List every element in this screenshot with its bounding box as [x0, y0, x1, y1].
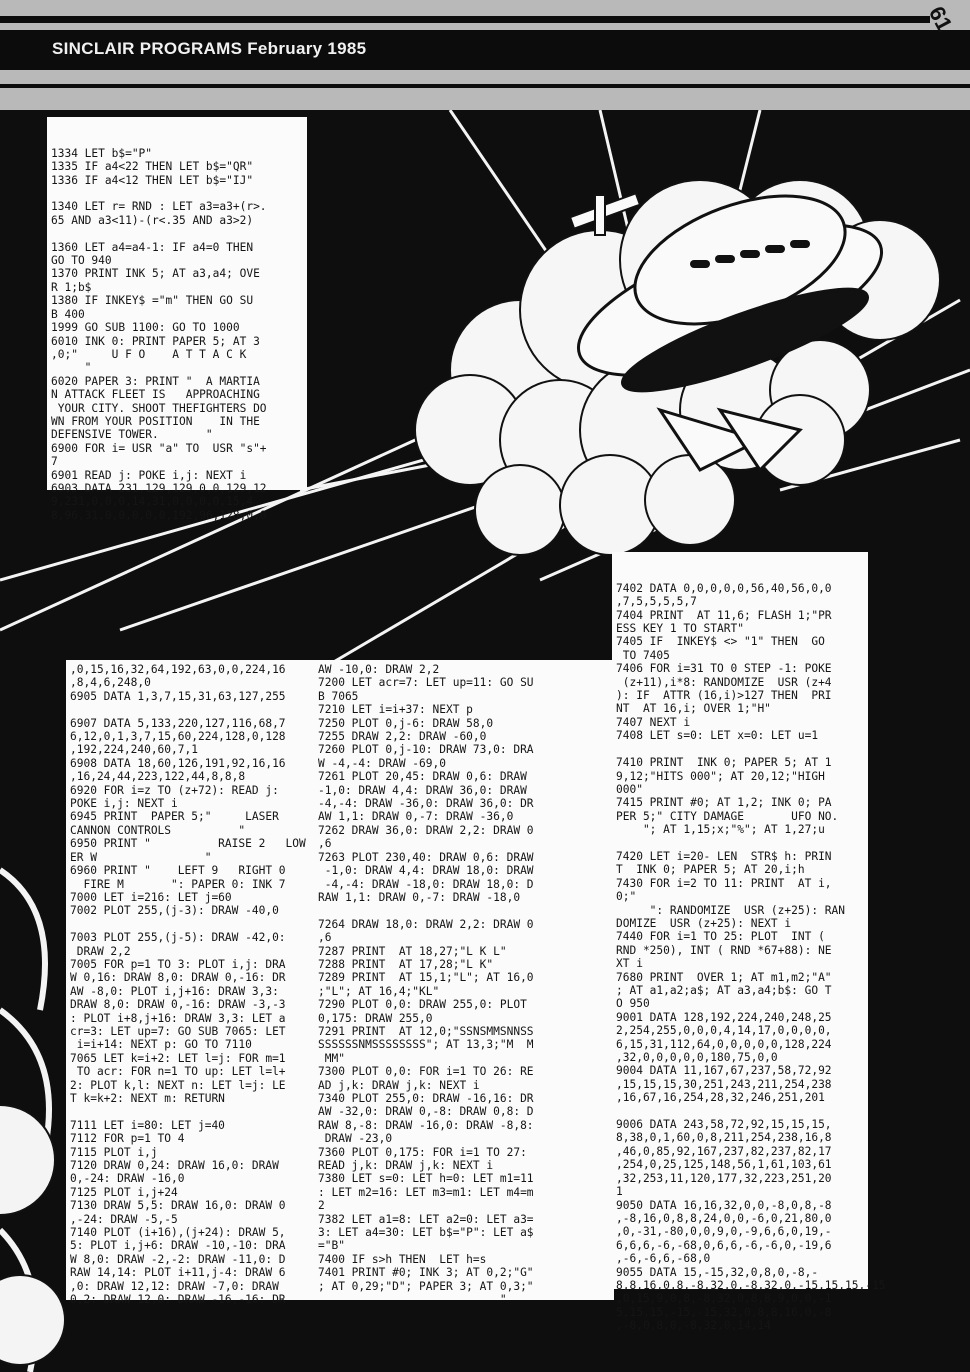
- code-line: ; AT a1,a2;a$; AT a3,a4;b$: GO T: [616, 984, 832, 997]
- code-line: 7406 FOR i=31 TO 0 STEP -1: POKE: [616, 662, 832, 676]
- code-line: 9001 DATA 128,192,224,240,248,25: [616, 1010, 832, 1024]
- code-line: 7065 LET k=i+2: LET l=j: FOR m=1: [70, 1051, 286, 1065]
- code-line: 3: LET a4=30: LET b$="P": LET a$: [318, 1226, 534, 1240]
- code-line: RAW 1,1: DRAW 0,-7: DRAW -18,0: [318, 890, 521, 904]
- code-line: PER 5;" CITY DAMAGE UFO NO.: [616, 809, 839, 823]
- code-line: SSSSSSNMSSSSSSSS"; AT 13,3;"M M: [318, 1038, 534, 1052]
- code-line: cr=3: LET up=7: GO SUB 7065: LET: [70, 1024, 286, 1038]
- code-line: B 400: [51, 307, 85, 321]
- code-line: [616, 743, 864, 756]
- code-line: 6901 READ j: POKE i,j: NEXT i: [51, 468, 247, 482]
- code-line: DRAW 2,2: [70, 944, 131, 958]
- code-line: R 1;b$: [51, 280, 92, 294]
- code-line: 000": [616, 782, 643, 796]
- listing-right: [612, 552, 886, 1333]
- code-line: 7290 PLOT 0,0: DRAW 255,0: PLOT: [318, 998, 527, 1012]
- code-line: 1334 LET b$="P": [51, 146, 153, 160]
- code-line: i=i+14: NEXT p: GO TO 7110: [70, 1038, 252, 1052]
- code-line: ,0,15,16,32,64,192,63,0,0,224,16: [70, 663, 286, 676]
- code-line: WN FROM YOUR POSITION IN THE: [51, 414, 260, 428]
- code-line: ,254,0,25,125,148,56,1,61,103,61: [616, 1158, 832, 1172]
- code-line: 0,-24: DRAW -16,0: [70, 1172, 185, 1186]
- code-line: : PLOT i+8,j+16: DRAW 3,3: LET a: [70, 1011, 286, 1025]
- header-stripe-lower: [0, 84, 970, 88]
- code-line: ,0: DRAW 12,12: DRAW -7,0: DRAW: [70, 1279, 279, 1293]
- code-line: 7380 LET s=0: LET h=0: LET m1=11: [318, 1172, 534, 1186]
- code-line: ;"L"; AT 16,4;"KL": [318, 984, 440, 998]
- code-line: ": RANDOMIZE USR (z+25): RAN: [616, 903, 846, 917]
- code-line: POKE i,j: NEXT i: [70, 797, 178, 811]
- code-line: ,-6,-6,6,-68,0: [616, 1252, 711, 1266]
- code-line: ,6: [318, 837, 332, 851]
- code-line: 0,2: DRAW 12,0: DRAW -16,-16: DR: [70, 1293, 286, 1307]
- code-line: ="B": [318, 1239, 345, 1253]
- code-line: W 0,16: DRAW 8,0: DRAW 0,-16: DR: [70, 971, 286, 985]
- code-line: 7261 PLOT 20,45: DRAW 0,6: DRAW: [318, 770, 527, 784]
- code-line: 9055 DATA 15,-15,32,0,8,0,-8,-: [616, 1265, 819, 1279]
- code-line: ; AT 0,29;"D"; PAPER 3; AT 0,3;": [318, 1279, 534, 1293]
- code-line: 7415 PRINT #0; AT 1,2; INK 0; PA: [616, 796, 832, 810]
- code-line: ,6: [318, 931, 332, 945]
- code-line: ,46,0,85,92,167,237,82,237,82,17: [616, 1144, 832, 1158]
- code-line: 1340 LET r= RND : LET a3=a3+(r>.: [51, 200, 267, 214]
- code-line: CANNON CONTROLS ": [70, 823, 246, 837]
- code-line: ,8,4,6,248,0: [70, 676, 151, 690]
- code-line: NT AT 16,i; OVER 1;"H": [616, 702, 771, 716]
- code-line: ,192,224,240,60,7,1: [70, 743, 198, 757]
- code-line: AW 1,1: DRAW 0,-7: DRAW -36,0: [318, 810, 514, 824]
- code-line: 9050 DATA 16,16,32,0,0,-8,0,8,-8: [616, 1198, 832, 1212]
- code-line: 7430 FOR i=2 TO 11: PRINT AT i,: [616, 876, 832, 890]
- code-line: ,32,253,11,120,177,32,223,251,20: [616, 1171, 832, 1185]
- code-line: 2,254,255,0,0,0,4,14,17,0,0,0,0,: [616, 1024, 832, 1038]
- code-line: -4,-4: DRAW -18,0: DRAW 18,0: D: [318, 877, 534, 891]
- code-line: ,-8,16,0,8,8,24,0,0,-6,0,21,80,0: [616, 1211, 832, 1225]
- code-line: 7340 PLOT 255,0: DRAW -16,16: DR: [318, 1092, 534, 1105]
- code-line: ,15,15,15,30,251,243,211,254,238: [616, 1077, 832, 1091]
- code-line: 7405 IF INKEY$ <> "1" THEN GO: [616, 635, 825, 649]
- code-line: 0,175: DRAW 255,0: [318, 1011, 433, 1025]
- code-line: -1,0: DRAW 4,4: DRAW 36,0: DRAW: [318, 783, 527, 797]
- listing-bottom: [66, 660, 614, 1307]
- code-line: 7360 PLOT 0,175: FOR i=1 TO 27:: [318, 1145, 527, 1159]
- code-line: 6903 DATA 231,129,129,0,0,129,12: [51, 481, 267, 495]
- code-line: DRAW 8,0: DRAW 0,-16: DRAW -3,-3: [70, 998, 286, 1012]
- code-line: ": [51, 361, 92, 375]
- code-line: 5,15,15,-15,-15,32,0,8,8,16,0,-8: [616, 1305, 832, 1319]
- code-line: 7440 FOR i=1 TO 25: PLOT INT (: [616, 930, 825, 944]
- code-line: [70, 918, 313, 931]
- listing-top-left: [47, 117, 307, 522]
- code-line: 1: [616, 1185, 623, 1199]
- code-line: GO TO 940: [51, 254, 112, 268]
- code-line: 2: [318, 1199, 325, 1213]
- code-line: 7407 NEXT i: [616, 715, 691, 729]
- code-line: [51, 227, 303, 240]
- header-stripe: [0, 16, 930, 23]
- code-line: TO 7405: [616, 648, 670, 662]
- code-line: W -4,-4: DRAW -69,0: [318, 756, 446, 770]
- code-line: 7130 DRAW 5,5: DRAW 16,0: DRAW 0: [70, 1199, 286, 1213]
- code-line: 7125 PLOT i,j+24: [70, 1185, 178, 1199]
- code-line: 1335 IF a4<22 THEN LET b$="QR": [51, 160, 254, 174]
- code-line: 0;": [616, 890, 637, 904]
- code-line: 7255 DRAW 2,2: DRAW -60,0: [318, 730, 487, 744]
- code-line: O 950: [616, 997, 650, 1011]
- code-line: ,7,5,5,5,5,7: [616, 595, 697, 609]
- code-line: 7262 DRAW 36,0: DRAW 2,2: DRAW 0: [318, 823, 534, 837]
- code-line: 7287 PRINT AT 18,27;"L K L": [318, 944, 507, 958]
- code-line: 7140 PLOT (i+16),(j+24): DRAW 5,: [70, 1226, 286, 1240]
- code-line: 7402 DATA 0,0,0,0,0,56,40,56,0,0: [616, 581, 832, 595]
- code-line: 7401 PRINT #0; INK 3; AT 0,2;"G": [318, 1266, 534, 1280]
- code-line: READ j,k: DRAW j,k: NEXT i: [318, 1159, 494, 1173]
- code-line: AW -10,0: DRAW 2,2: [318, 663, 440, 676]
- code-line: ,-8,0,8,0,-8,32,0,14,14: [616, 1319, 771, 1333]
- code-line: 6960 PRINT " LEFT 9 RIGHT 0: [70, 864, 286, 878]
- code-line: B 7065: [318, 689, 359, 703]
- code-line: 1360 LET a4=a4-1: IF a4=0 THEN: [51, 240, 254, 254]
- code-line: DEFENSIVE TOWER. ": [51, 428, 213, 442]
- code-line: 7000 LET i=216: LET j=60: [70, 890, 232, 904]
- code-line: ,0,-31,-80,0,0,9,0,-9,6,6,0,19,-: [616, 1225, 832, 1239]
- code-line: 7250 PLOT 0,j-6: DRAW 58,0: [318, 716, 494, 730]
- code-line: T k=k+2: NEXT m: RETURN: [70, 1092, 225, 1105]
- code-line: MM": [318, 1051, 345, 1065]
- code-line: 7210 LET i=i+37: NEXT p: [318, 703, 473, 717]
- code-line: 6920 FOR i=z TO (z+72): READ j:: [70, 783, 279, 797]
- code-line: W 8,0: DRAW -2,-2: DRAW -11,0: D: [70, 1252, 286, 1266]
- code-line: (z+11),i*8: RANDOMIZE USR (z+4: [616, 675, 832, 689]
- code-lines: [616, 581, 886, 1333]
- code-line: ,-24: DRAW -5,-5: [70, 1212, 178, 1226]
- code-line: ESS KEY 1 TO START": [616, 622, 744, 636]
- code-line: 1999 GO SUB 1100: GO TO 1000: [51, 321, 240, 335]
- code-line: 7408 LET s=0: LET x=0: LET u=1: [616, 729, 819, 743]
- code-line: RAW 14,14: PLOT i+11,j-4: DRAW 6: [70, 1266, 286, 1280]
- code-line: AW -32,0: DRAW 0,-8: DRAW 0,8: D: [318, 1105, 534, 1119]
- code-line: 5: PLOT i,j+6: DRAW -10,-10: DRA: [70, 1239, 286, 1253]
- code-line: 6907 DATA 5,133,220,127,116,68,7: [70, 716, 286, 730]
- code-line: 7291 PRINT AT 12,0;"SSNSMMSNNSS: [318, 1024, 534, 1038]
- code-line: ): IF ATTR (16,i)>127 THEN PRI: [616, 689, 832, 703]
- code-line: [70, 703, 313, 716]
- code-line: 9006 DATA 243,58,72,92,15,15,15,: [616, 1118, 832, 1132]
- code-line: 8,96,31,0,0,0,0,0,192,96,128,0,0: [51, 508, 267, 522]
- code-line: 8,38,0,1,60,0,8,211,254,238,16,8: [616, 1131, 832, 1145]
- code-line: ,32,0,0,0,0,0,180,75,0,0: [616, 1051, 778, 1065]
- code-line: TO acr: FOR n=1 TO up: LET l=l+: [70, 1065, 286, 1079]
- code-line: 6,6,6,-6,-68,0,6,6,-6,-6,0,-19,6: [616, 1238, 832, 1252]
- code-line: [616, 1105, 864, 1118]
- code-line: ,0;" U F O A T T A C K: [51, 347, 247, 361]
- code-line: RAW 8,-8: DRAW -16,0: DRAW -8,8:: [318, 1118, 534, 1132]
- code-line: 6010 INK 0: PRINT PAPER 5; AT 3: [51, 334, 260, 348]
- code-line: XT i: [616, 957, 643, 971]
- code-line: ,0,15,9,0,8,-8,32,0,8,8,9,0,0,-1: [616, 1292, 832, 1306]
- code-line: ": [318, 1293, 507, 1307]
- code-line: -1,0: DRAW 4,4: DRAW 18,0: DRAW: [318, 864, 534, 878]
- code-line: 7400 IF s>h THEN LET h=s: [318, 1252, 487, 1266]
- code-column-1: [70, 663, 313, 1307]
- code-line: : LET m2=16: LET m3=m1: LET m4=m: [318, 1185, 534, 1199]
- code-line: 7404 PRINT AT 11,6; FLASH 1;"PR: [616, 608, 832, 622]
- code-lines: [51, 147, 303, 522]
- magazine-title: SINCLAIR PROGRAMS February 1985: [52, 39, 367, 58]
- code-line: [51, 187, 303, 200]
- code-line: FIRE M ": PAPER 0: INK 7: [70, 877, 286, 891]
- code-line: 7260 PLOT 0,j-10: DRAW 73,0: DRA: [318, 743, 534, 757]
- code-line: 7410 PRINT INK 0; PAPER 5; AT 1: [616, 756, 832, 770]
- code-line: 7112 FOR p=1 TO 4: [70, 1132, 185, 1146]
- page-number: 61: [923, 2, 957, 36]
- code-line: 6020 PAPER 3: PRINT " A MARTIA: [51, 374, 260, 388]
- code-line: 7420 LET i=20- LEN STR$ h: PRIN: [616, 849, 832, 863]
- code-line: 65 AND a3<11)-(r<.35 AND a3>2): [51, 213, 254, 227]
- code-line: ER W ": [70, 850, 212, 864]
- code-line: 7263 PLOT 230,40: DRAW 0,6: DRAW: [318, 850, 534, 864]
- code-column-2: [318, 663, 610, 1307]
- code-line: ,16,24,44,223,122,44,8,8,8: [70, 770, 246, 784]
- code-line: 7: [51, 455, 58, 469]
- code-line: -4,-4: DRAW -36,0: DRAW 36,0: DR: [318, 797, 534, 811]
- code-line: 7003 PLOT 255,(j-5): DRAW -42,0:: [70, 931, 286, 945]
- code-line: [70, 1105, 313, 1118]
- code-line: 7120 DRAW 0,24: DRAW 16,0: DRAW: [70, 1159, 279, 1173]
- code-line: 6945 PRINT PAPER 5;" LASER: [70, 810, 279, 824]
- code-line: 6908 DATA 18,60,126,191,92,16,16: [70, 756, 286, 770]
- code-line: 6,12,0,1,3,7,15,60,224,128,0,128: [70, 730, 286, 744]
- code-line: [318, 904, 610, 917]
- code-line: 7002 PLOT 255,(j-3): DRAW -40,0: [70, 904, 279, 918]
- code-line: RND *250), INT ( RND *67+88): NE: [616, 943, 832, 957]
- code-line: YOUR CITY. SHOOT THEFIGHTERS DO: [51, 401, 267, 415]
- code-line: 9,12;"HITS 000"; AT 20,12;"HIGH: [616, 769, 825, 783]
- code-line: [616, 837, 864, 850]
- code-line: 6905 DATA 1,3,7,15,31,63,127,255: [70, 689, 286, 703]
- code-line: 7289 PRINT AT 15,1;"L"; AT 16,0: [318, 971, 534, 985]
- code-line: 7115 PLOT i,j: [70, 1145, 158, 1159]
- code-line: 7288 PRINT AT 17,28;"L K": [318, 957, 494, 971]
- code-line: 7264 DRAW 18,0: DRAW 2,2: DRAW 0: [318, 917, 534, 931]
- code-line: 7382 LET a1=8: LET a2=0: LET a3=: [318, 1212, 534, 1226]
- code-line: DOMIZE USR (z+25): NEXT i: [616, 916, 792, 930]
- code-line: N ATTACK FLEET IS APPROACHING: [51, 388, 260, 402]
- code-line: 6,15,31,112,64,0,0,0,0,0,128,224: [616, 1037, 832, 1051]
- code-line: 7005 FOR p=1 TO 3: PLOT i,j: DRA: [70, 957, 286, 971]
- code-line: 2: PLOT k,l: NEXT n: LET l=j: LE: [70, 1078, 286, 1092]
- code-line: T INK 0; PAPER 5; AT 20,i;h: [616, 863, 805, 877]
- code-line: AD j,k: DRAW j,k: NEXT i: [318, 1078, 480, 1092]
- code-line: 1336 IF a4<12 THEN LET b$="IJ": [51, 173, 254, 187]
- code-line: 1380 IF INKEY$ ="m" THEN GO SU: [51, 294, 254, 308]
- code-line: DRAW -23,0: [318, 1132, 393, 1146]
- code-line: 9004 DATA 11,167,67,237,58,72,92: [616, 1064, 832, 1078]
- code-line: 7200 LET acr=7: LET up=11: GO SU: [318, 676, 534, 690]
- code-line: 6900 FOR i= USR "a" TO USR "s"+: [51, 441, 267, 455]
- code-line: 7300 PLOT 0,0: FOR i=1 TO 26: RE: [318, 1065, 534, 1079]
- code-line: 9,231,0,0,0,14,31,0,0,0,0,15,4: [51, 495, 254, 509]
- code-line: 7680 PRINT OVER 1; AT m1,m2;"A": [616, 970, 832, 984]
- code-line: 8,8,16,0,8,-8,32,0,-8,32,0,-15,15,15,-15: [616, 1278, 886, 1292]
- code-line: ,16,67,16,254,28,32,246,251,201: [616, 1091, 825, 1105]
- code-line: 7111 LET i=80: LET j=40: [70, 1118, 225, 1132]
- code-line: 6950 PRINT " RAISE 2 LOW: [70, 837, 306, 851]
- code-line: "; AT 1,15;x;"%"; AT 1,27;u: [616, 823, 825, 837]
- code-line: AW -8,0: PLOT i,j+16: DRAW 3,3:: [70, 984, 279, 998]
- code-line: 1370 PRINT INK 5; AT a3,a4; OVE: [51, 267, 260, 281]
